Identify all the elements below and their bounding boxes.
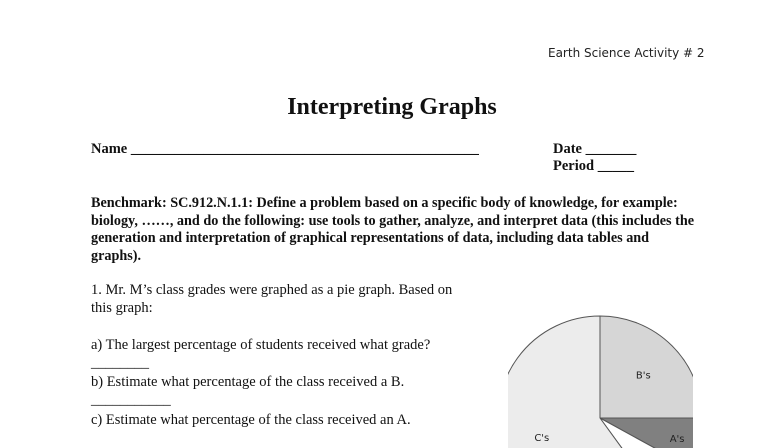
grades-pie-chart (508, 303, 693, 448)
pie-chart-svg (508, 303, 693, 448)
pie-label-as: A's (669, 433, 685, 445)
question-1c: c) Estimate what percentage of the class received an A. (91, 412, 411, 428)
activity-label: Earth Science Activity # 2 (548, 46, 705, 60)
question-1a: a) The largest percentage of students received what grade? (91, 337, 431, 353)
benchmark-paragraph (91, 195, 701, 265)
question-1a-answer-blank[interactable]: ________ (91, 355, 149, 371)
pie-slice-bs (600, 316, 693, 418)
pie-label-cs: C's (534, 432, 550, 444)
question-1b-answer-blank[interactable]: ___________ (91, 392, 171, 408)
date-field[interactable]: Date _______ (553, 141, 637, 157)
benchmark-label: Benchmark: SC.912.N.1.1: (91, 195, 253, 211)
period-field[interactable]: Period _____ (553, 158, 634, 174)
page-title: Interpreting Graphs (287, 94, 497, 120)
benchmark-text: Define a problem based on a specific body of knowledge, for example: biology, ……, and do the following: use tools to gather, analyze, and interpret data (this includes the generation and interpretation of graphical representations of data, including data tables and graphs). (91, 195, 695, 264)
pie-label-bs: B's (635, 370, 651, 382)
question-1-intro-line-2: this graph: (91, 300, 153, 316)
question-1b: b) Estimate what percentage of the class received a B. (91, 374, 405, 390)
question-1-intro-line-1: 1. Mr. M’s class grades were graphed as a pie graph. Based on (91, 282, 453, 298)
name-field[interactable]: Name ________________________________________________ (91, 141, 479, 157)
